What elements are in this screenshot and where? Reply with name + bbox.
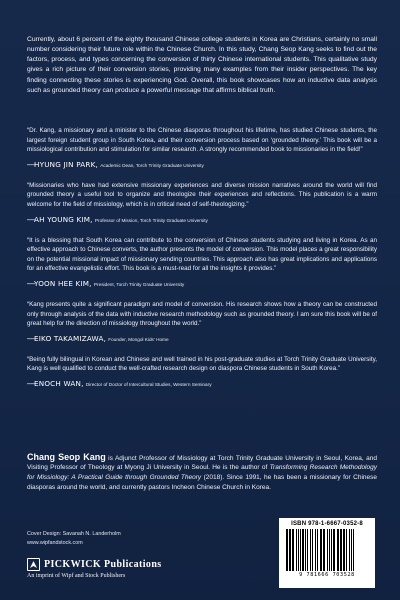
barcode-bar xyxy=(292,529,294,571)
endorsement xyxy=(27,236,377,290)
isbn-label: ISBN 978-1-6667-0352-8 xyxy=(291,521,363,527)
barcode-bar xyxy=(307,529,308,571)
barcode-bar xyxy=(331,529,332,571)
endorsement-quote: “Kang presents quite a significant paradigm and model of conversion. His research shows how a theory can be constructed only through analysis of the data with inductive research methodology such as grounded theory. I am sure this book will be of great help for the direction of missiology throughout the world.” xyxy=(27,300,377,328)
barcode-bar xyxy=(327,529,328,571)
barcode xyxy=(285,529,369,571)
barcode-bar xyxy=(289,529,291,571)
barcode-bar xyxy=(329,529,330,571)
barcode-bar xyxy=(312,529,313,571)
barcode-bar xyxy=(317,529,318,571)
barcode-bar xyxy=(310,529,311,571)
endorser-name: EIKO TAKAMIZAWA, xyxy=(34,333,107,343)
barcode-bar xyxy=(333,529,335,571)
endorsement-attribution: —HYUNG JIN PARK, Academic Dean, Torch Trinity Graduate University xyxy=(27,159,204,169)
endorser-role: Founder, Mongol Kids’ Home xyxy=(108,336,169,342)
barcode-bar xyxy=(351,529,352,571)
publisher-imprint: An imprint of Wipf and Stock Publishers xyxy=(27,573,126,579)
arrow-logo-icon xyxy=(27,558,40,571)
endorsement-quote: “Missionaries who have had extensive missionary experiences and diverse mission narratives around the world will find grounded theory a useful tool to organize and theologize their experiences and reflections. This publication is a warm welcome for the field of missiology, which is in critical need of self-theologizing.” xyxy=(27,181,377,208)
endorser-name: HYUNG JIN PARK, xyxy=(34,159,98,169)
endorser-role: Director of Doctor of Intercultural Studies, Western Seminary xyxy=(85,381,212,387)
barcode-bar xyxy=(315,529,316,571)
barcode-bar xyxy=(323,529,325,571)
endorser-role: Academic Dean, Torch Trinity Graduate University xyxy=(100,162,204,168)
barcode-bar xyxy=(343,529,345,571)
barcode-bar xyxy=(296,529,297,571)
publisher-logo-row xyxy=(27,558,217,571)
publisher-logo xyxy=(27,558,217,579)
endorser-role: Professor of Mission, Torch Trinity Graduate University xyxy=(94,217,208,223)
publisher-name: PICKWICK Publications xyxy=(44,559,162,570)
barcode-bar xyxy=(300,529,301,571)
barcode-bar xyxy=(353,529,354,571)
publisher-website: www.wipfandstock.com xyxy=(27,539,83,546)
endorser-name: AH YOUNG KIM, xyxy=(34,214,93,224)
endorser-name: YOON HEE KIM, xyxy=(34,278,92,288)
barcode-bar xyxy=(305,529,306,571)
endorsement-attribution: —AH YOUNG KIM, Professor of Mission, Torch Trinity Graduate University xyxy=(27,214,208,224)
endorsement xyxy=(27,355,377,390)
isbn-digits: 9 781666 703528 xyxy=(299,572,355,578)
author-name: Chang Seop Kang xyxy=(27,451,106,462)
bio-text-2: (2018). Since 1991, he has been a missionary for Chinese diasporas around the world, and currently pastors Incheon Chinese Church in Korea. xyxy=(27,474,377,491)
barcode-bar xyxy=(302,529,304,571)
barcode-bar xyxy=(298,529,299,571)
barcode-bar xyxy=(320,529,322,571)
author-bio xyxy=(27,453,377,493)
bio-book-title: Transforming Research Methodology for Missiology: A Practical Guide through Grounded Theory xyxy=(27,464,377,482)
endorsement-attribution: —ENOCH WAN, Director of Doctor of Intercultural Studies, Western Seminary xyxy=(27,378,212,388)
endorsement xyxy=(27,126,377,171)
cover-design-credit: Cover Design: Savanah N. Landerholm xyxy=(27,531,121,537)
barcode-bar xyxy=(340,529,342,571)
barcode-bar xyxy=(337,529,339,571)
book-description: Currently, about 6 percent of the eighty thousand Chinese college students in Korea are Christians, certainly no small number considering their future role within the Chinese Church. In this study, Chang Seop Kang seeks to find out the factors, process, and types concerning the conversion of thirty Chinese international students. This qualitative study gives a rich picture of their conversion stories, providing many examples from their insider perspectives. The key finding connecting these stories is experiencing God. Overall, this book showcases how an inductive data analysis such as grounded theory can produce a powerful message that affirms biblical truth. xyxy=(27,35,377,94)
bio-text-1: is Adjunct Professor of Missiology at Torch Trinity Graduate University in Seoul, Korea, and Visiting Professor of Theology at Myong Ji University in Seoul. He is the author of xyxy=(27,454,377,472)
endorsement-quote: “Dr. Kang, a missionary and a minister to the Chinese diasporas throughout his lifetime, has studied Chinese students, the largest foreign student group in South Korea, and their conversion process based on ‘grounded theory.’ This book will be a missiological contribution and stimulation for similar research. A strongly recommended book to missionaries in the field!” xyxy=(27,127,377,154)
barcode-bar xyxy=(349,529,350,571)
endorsement-quote: “Being fully bilingual in Korean and Chinese and well trained in his post-graduate studies at Torch Trinity Graduate University, Kang is well qualified to conduct the well-crafted research design on diaspora Chinese students in South Korea.” xyxy=(27,355,377,373)
endorser-role: President, Torch Trinity Graduate University xyxy=(93,281,185,287)
endorsement-quote: “It is a blessing that South Korea can contribute to the conversion of Chinese students studying and living in Korea. As an effective approach to Chinese converts, the author presents the model of conversion. This model places a great responsibility on the potential missional impact of missionary sending countries. This approach also has great implications and applications for an effective evangelistic effort. This book is a must-read for all the insights it provides.” xyxy=(27,236,377,273)
endorser-name: ENOCH WAN, xyxy=(34,378,84,388)
arrow-logo-glyph xyxy=(29,560,38,569)
endorsement-attribution: —EIKO TAKAMIZAWA, Founder, Mongol Kids’ Home xyxy=(27,333,169,343)
endorsement xyxy=(27,300,377,345)
barcode-bar xyxy=(346,529,347,571)
endorsement-attribution: —YOON HEE KIM, President, Torch Trinity Graduate University xyxy=(27,278,185,288)
endorsements xyxy=(27,126,377,400)
cover-credits xyxy=(27,530,177,547)
barcode-bar xyxy=(286,529,288,571)
endorsement xyxy=(27,181,377,226)
isbn-barcode-box xyxy=(279,518,375,588)
